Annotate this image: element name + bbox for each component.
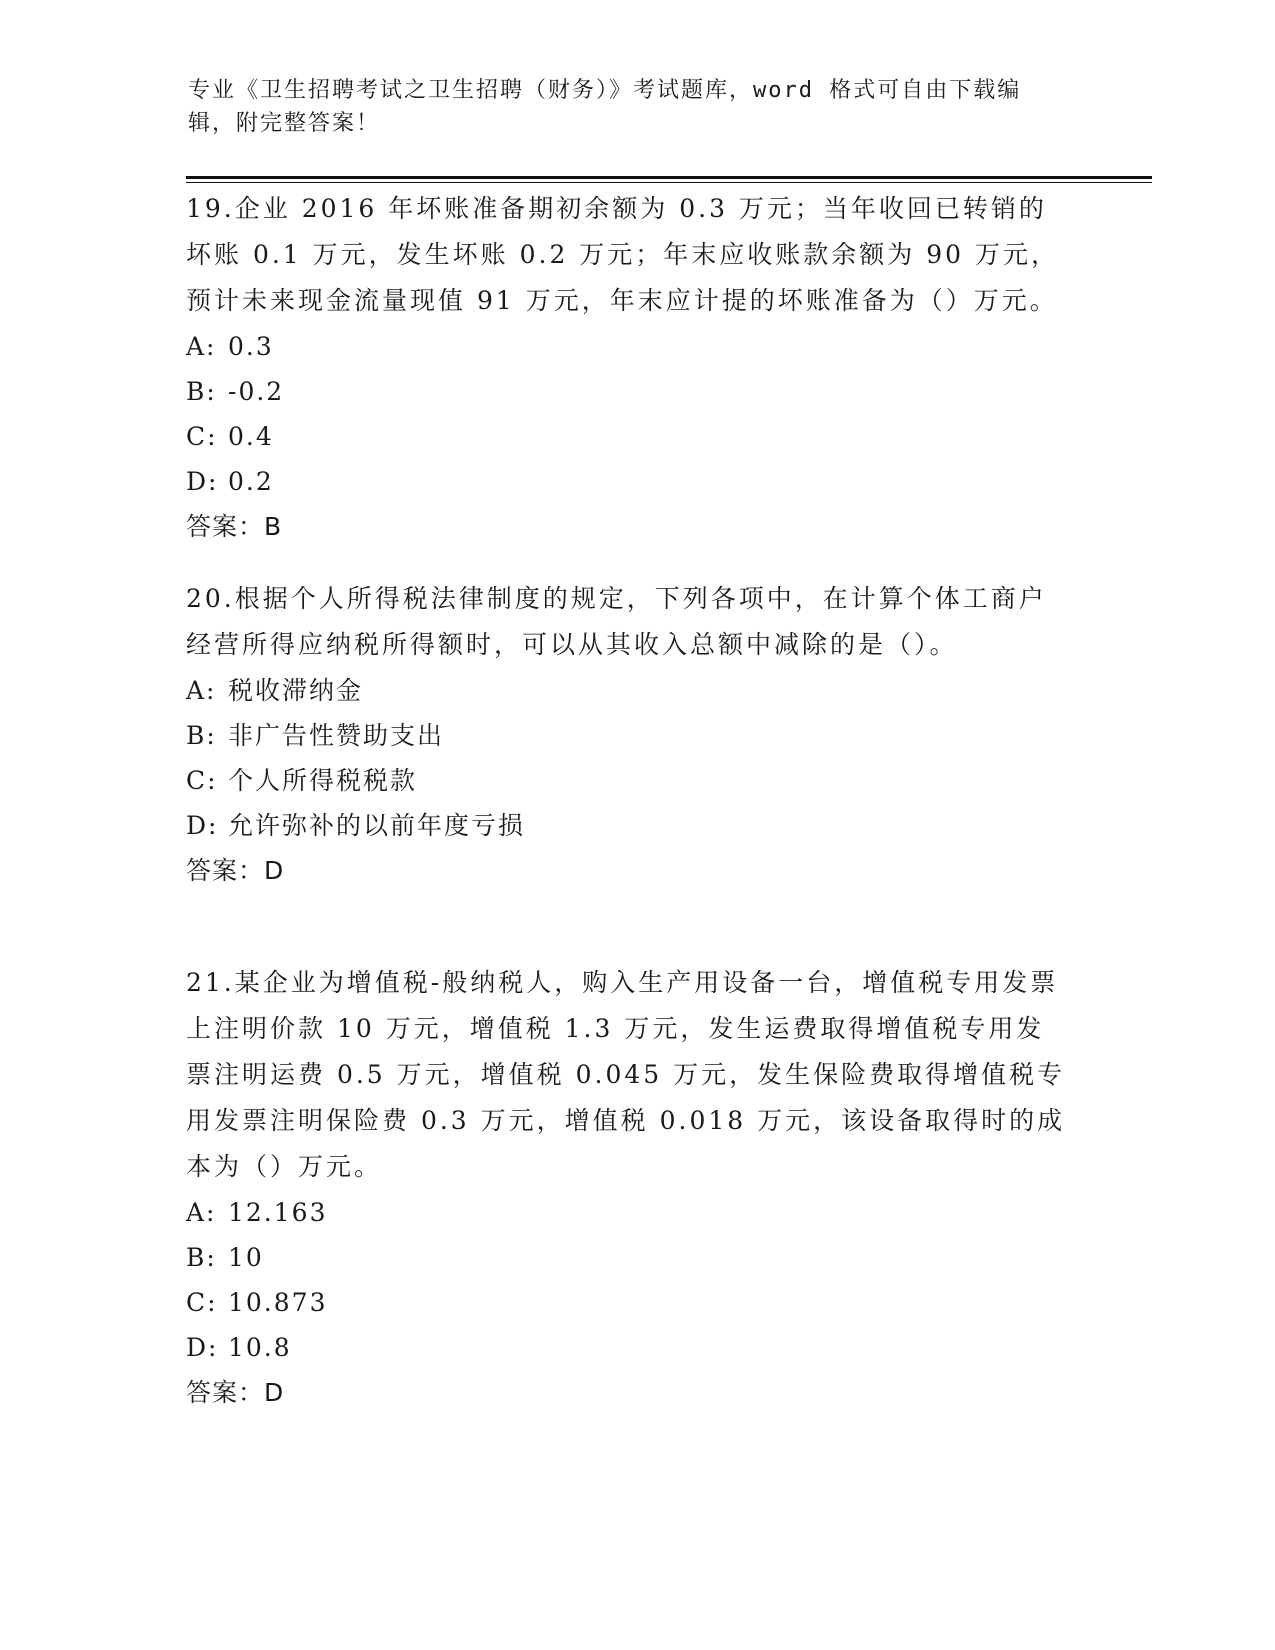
answer-label: 答案：B: [186, 512, 283, 541]
option-text: 10: [228, 1243, 264, 1272]
option-d: [186, 1325, 1066, 1370]
question-20: [186, 576, 1066, 893]
option-text: 税收滞纳金: [228, 676, 364, 705]
option-c: [186, 414, 1066, 459]
option-letter: B:: [186, 1243, 217, 1272]
option-c: [186, 758, 1066, 803]
option-text: 12.163: [228, 1198, 328, 1227]
option-letter: D:: [186, 467, 219, 496]
document-header: 专业《卫生招聘考试之卫生招聘（财务）》考试题库，word 格式可自由下载编辑，附完整答案！: [188, 78, 1022, 136]
option-letter: A:: [186, 332, 217, 361]
option-text: 10.8: [228, 1333, 292, 1362]
option-text: -0.2: [228, 377, 285, 406]
question-stem: 21.某企业为增值税-般纳税人，购入生产用设备一台，增值税专用发票上注明价款 10 万元，增值税 1.3 万元，发生运费取得增值税专用发票注明运费 0.5 万元，增值税 0.045 万元，发生保险费取得增值税专用发票注明保险费 0.3 万元，增值税 0.018 万元，该设备取得时的成本为（）万元。: [186, 968, 1066, 1181]
option-text: 个人所得税税款: [228, 766, 418, 795]
question-19: [186, 186, 1066, 549]
option-text: 0.4: [228, 422, 274, 451]
option-b: [186, 1235, 1066, 1280]
option-text: 0.3: [228, 332, 274, 361]
answer-label: 答案：D: [186, 856, 285, 885]
option-letter: B:: [186, 721, 217, 750]
option-a: [186, 324, 1066, 369]
option-letter: B:: [186, 377, 217, 406]
option-b: [186, 369, 1066, 414]
answer-label: 答案：D: [186, 1378, 285, 1407]
option-text: 允许弥补的以前年度亏损: [228, 811, 526, 840]
option-a: [186, 668, 1066, 713]
question-21: [186, 960, 1066, 1415]
option-text: 10.873: [228, 1288, 328, 1317]
option-letter: C:: [186, 1288, 218, 1317]
option-d: [186, 459, 1066, 504]
option-d: [186, 803, 1066, 848]
header-divider-thin: [186, 182, 1152, 183]
option-letter: D:: [186, 1333, 219, 1362]
option-letter: D:: [186, 811, 219, 840]
option-b: [186, 713, 1066, 758]
option-letter: C:: [186, 422, 218, 451]
option-letter: A:: [186, 1198, 217, 1227]
question-stem: 19.企业 2016 年坏账准备期初余额为 0.3 万元；当年收回已转销的坏账 0.1 万元，发生坏账 0.2 万元；年末应收账款余额为 90 万元，预计未来现金流量现值 91 万元，年末应计提的坏账准备为（）万元。: [186, 194, 1060, 315]
option-a: [186, 1190, 1066, 1235]
option-text: 0.2: [228, 467, 274, 496]
question-stem: 20.根据个人所得税法律制度的规定，下列各项中，在计算个体工商户经营所得应纳税所得额时，可以从其收入总额中减除的是（）。: [186, 584, 1047, 659]
option-letter: C:: [186, 766, 218, 795]
option-letter: A:: [186, 676, 217, 705]
option-text: 非广告性赞助支出: [228, 721, 445, 750]
header-divider-thick: [186, 176, 1152, 179]
option-c: [186, 1280, 1066, 1325]
